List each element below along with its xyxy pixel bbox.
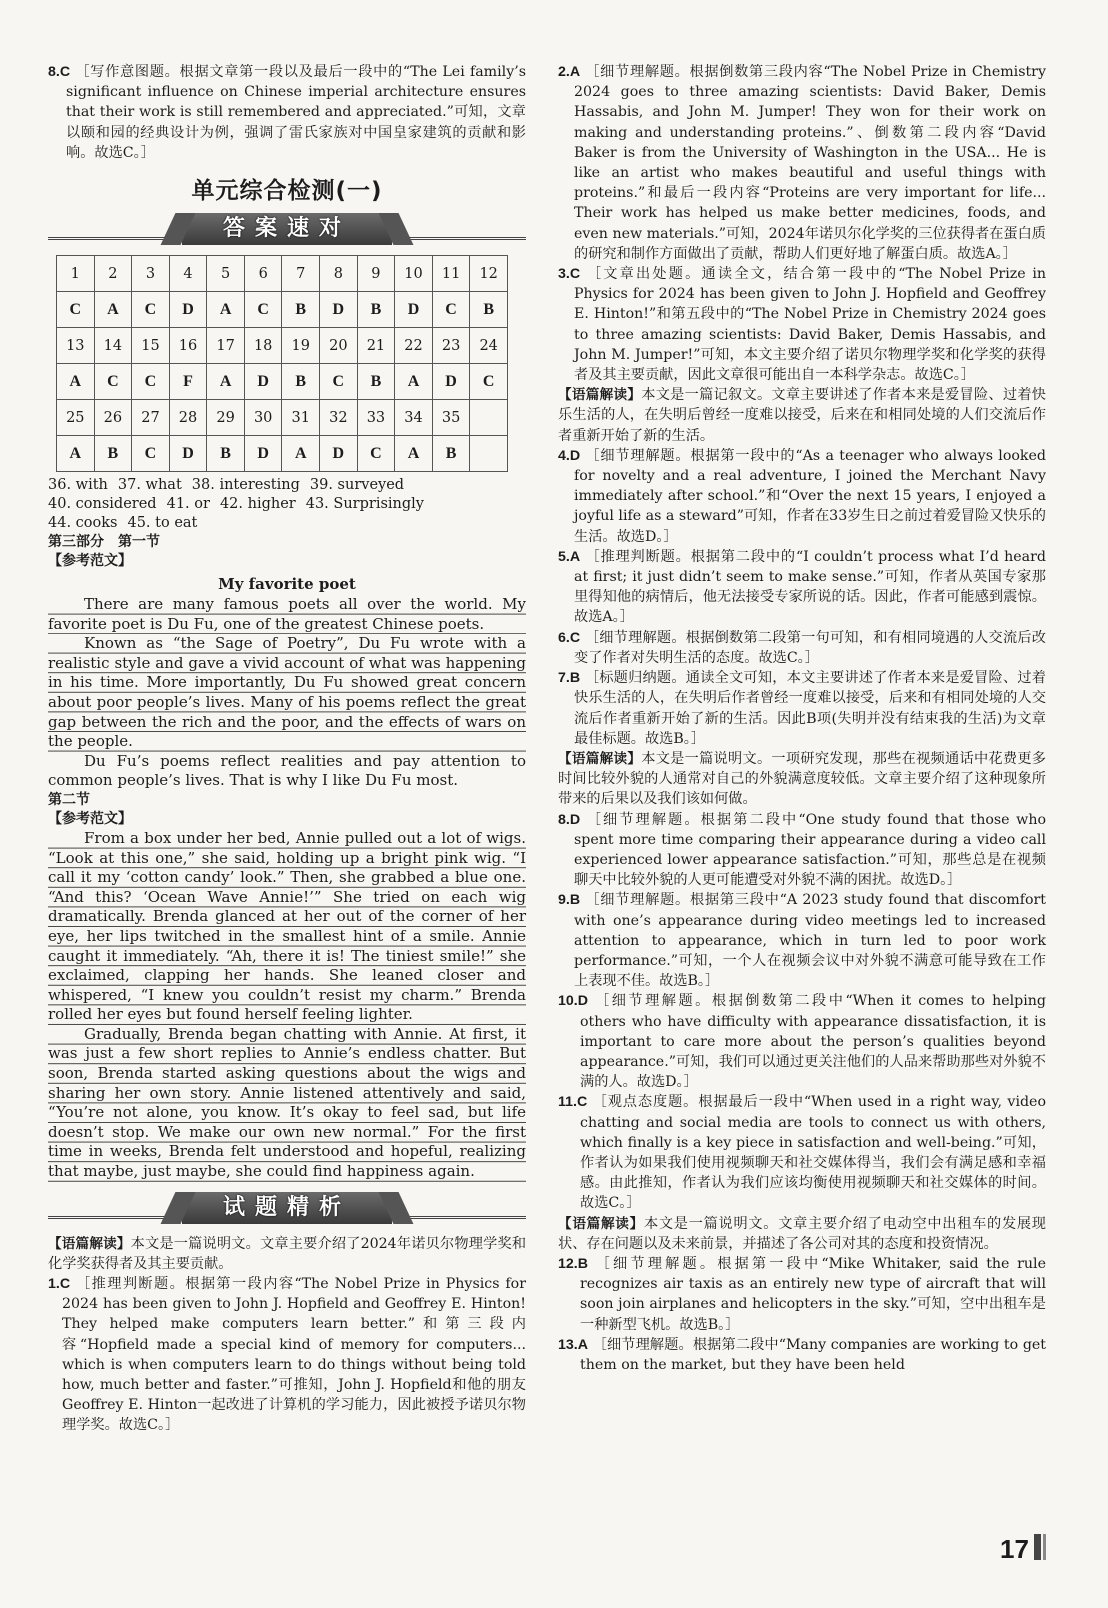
table-cell: C [244, 292, 282, 328]
table-cell: 16 [169, 328, 207, 364]
table-cell: 6 [244, 256, 282, 292]
answer-item: 11.C ［观点态度题。根据最后一段中“When used in a right way, video chatting and social media are tools to connect us with others, which finally is a key piece in satisfaction and well-being.”可知，作者认为如果我们使用视频聊天和社交媒体得当，我们会有满足感和幸福感。由此推知，作者认为我们应该均衡使用视频聊天和社交媒体的时间。故选C。］ [558, 1094, 1046, 1212]
table-cell: B [470, 292, 508, 328]
essay-paragraph: From a box under her bed, Annie pulled out a lot of wigs. “Look at this one,” she said, holding up a bright pink wig. “I call it my ‘cotton candy’ look.” Then, she grabbed a blue one. “And this? ‘Ocean Wave Annie!’” She tried on each wig dramatically. Brenda glanced at her out of the corner of her eye, her lips twitched in the smallest hint of a smile. Annie caught it immediately. “Ah, there it is! The tiniest smile!” she exclaimed, clapping her hands. She leaned closer and whispered, “I knew you couldn’t resist my charm.” Brenda rolled her eyes but found herself feeling lighter. [48, 828, 526, 1024]
table-cell: 1 [57, 256, 95, 292]
table-cell: 7 [282, 256, 320, 292]
fill-row [48, 514, 526, 533]
table-cell: A [282, 436, 320, 472]
essay-paragraph: Known as “the Sage of Poetry”, Du Fu wrote with a realistic style and gave a vivid account of what was happening in his time. More importantly, Du Fu showed great concern about poor people’s lives. Many of his poems reflect the great gap between the rich and the poor, and the effects of wars on the people. [48, 634, 526, 751]
table-cell: B [207, 436, 245, 472]
banner-label: 试题精析 [182, 1192, 392, 1224]
table-cell: 4 [169, 256, 207, 292]
question-number-row [57, 256, 508, 292]
table-cell [470, 400, 508, 436]
banner-label: 答案速对 [182, 213, 392, 245]
answer-item: 5.A ［推理判断题。根据第二段中的“I couldn’t process what I’d heard at first; it just didn’t seem to make sense.”可知，作者从英国专家那里得知他的病情后，他无法接受专家所说的话。因此，作者可能感到震惊。故选A。］ [558, 548, 1046, 626]
table-cell: B [432, 436, 470, 472]
reading-note: 【语篇解读】本文是一篇记叙文。文章主要讲述了作者本来是爱冒险、过着快乐生活的人，在失明后曾经一度难以接受，后来在和相同处境的人们交流后作者重新开始了新的生活。 [558, 387, 1046, 444]
table-cell: 30 [244, 400, 282, 436]
reference-label: 【参考范文】 [48, 553, 132, 570]
table-cell: B [94, 436, 132, 472]
fill-answer: 41. or [166, 496, 210, 513]
right-column [558, 62, 1046, 1375]
table-cell: 22 [395, 328, 433, 364]
table-cell: C [470, 364, 508, 400]
question-number-row [57, 328, 508, 364]
table-cell: B [282, 364, 320, 400]
unit-title: 单元综合检测(一) [191, 178, 383, 205]
reading-note: 【语篇解读】本文是一篇说明文。一项研究发现，那些在视频通话中花费更多时间比较外貌的人通常对自己的外貌满意度较低。文章主要介绍了这种现象所带来的后果以及我们该如何做。 [558, 750, 1046, 808]
answer-item: 12.B ［细节理解题。根据第一段中“Mike Whitaker, said the rule recognizes air taxis as an entirely new type of aircraft that will soon join airplanes and helicopters in the sky.”可知，空中出租车是一种新型飞机。故选B。］ [558, 1255, 1046, 1333]
table-cell: 18 [244, 328, 282, 364]
answer-item: 13.A ［细节理解题。根据第二段中“Many companies are working to get them on the market, but they have been held [558, 1336, 1046, 1373]
table-cell: 19 [282, 328, 320, 364]
analysis-banner [48, 1192, 526, 1226]
table-cell: C [357, 436, 395, 472]
answer-item: 2.A ［细节理解题。根据倒数第三段内容“The Nobel Prize in Chemistry 2024 goes to three amazing scientists: David Baker, Demis Hassabis, and John M. Jumper! They won for their work on making and understanding proteins.”、倒数第二段内容“David Baker is from the University of Washington in the USA... He is like an artist who makes beautiful and useful things with proteins.”和最后一段内容“Proteins are very important for life... Their work has helped us make better medicines, foods, and even new materials.”可知，2024年诺贝尔化学奖的三位获得者在蛋白质的研究和制作方面做出了贡献，帮助人们更好地了解蛋白质。故选A。］ [558, 64, 1046, 262]
question-number-row [57, 400, 508, 436]
answer-item: 6.C ［细节理解题。根据倒数第二段第一句可知，和有相同境遇的人交流后改变了作者对失明生活的态度。故选C。］ [558, 629, 1046, 666]
fill-answer: 42. higher [219, 496, 296, 513]
essay-2 [48, 829, 526, 1182]
table-cell: D [244, 364, 282, 400]
answer-item: 8.C ［写作意图题。根据文章第一段以及最后一段中的“The Lei family’s significant influence on Chinese imperial architecture ensures that their work is still remembered and appreciated.”可知，文章以颐和园的经典设计为例，强调了雷氏家族对中国皇家建筑的贡献和影响。故选C。］ [48, 64, 526, 161]
table-cell: 11 [432, 256, 470, 292]
table-cell: F [169, 364, 207, 400]
table-cell: D [320, 292, 358, 328]
section-heading: 第三部分 第一节 [48, 534, 160, 551]
table-cell: 31 [282, 400, 320, 436]
table-cell: 25 [57, 400, 95, 436]
table-cell: 32 [320, 400, 358, 436]
left-column [48, 62, 526, 1436]
page-marker [1043, 1534, 1046, 1560]
table-cell: 15 [132, 328, 170, 364]
table-cell: 27 [132, 400, 170, 436]
answer-letter-row [57, 292, 508, 328]
table-cell: C [432, 292, 470, 328]
fill-answer: 39. surveyed [309, 477, 405, 494]
table-cell: A [395, 436, 433, 472]
table-cell: 33 [357, 400, 395, 436]
table-cell: D [244, 436, 282, 472]
table-cell: 21 [357, 328, 395, 364]
table-cell: 34 [395, 400, 433, 436]
table-cell: 3 [132, 256, 170, 292]
table-cell: C [94, 364, 132, 400]
table-cell: 28 [169, 400, 207, 436]
table-cell: C [132, 436, 170, 472]
fill-row [48, 495, 526, 514]
reading-note: 【语篇解读】本文是一篇说明文。文章主要介绍了电动空中出租车的发展现状、存在问题以及未来前景，并描述了各公司对其的态度和投资情况。 [558, 1215, 1046, 1252]
answer-letter-row [57, 436, 508, 472]
fill-answer: 45. to eat [127, 515, 198, 532]
table-cell: B [357, 292, 395, 328]
table-cell [470, 436, 508, 472]
answer-letter-row [57, 364, 508, 400]
table-cell: 20 [320, 328, 358, 364]
table-cell: 23 [432, 328, 470, 364]
table-cell: C [132, 364, 170, 400]
essay-paragraph: Gradually, Brenda began chatting with Annie. At first, it was just a few short replies to Annie’s endless chatter. But soon, Brenda started asking questions about the wigs and sharing her own story. Annie listened attentively and said, “You’re not alone, you know. It’s okay to feel sad, but life doesn’t stop. We make our own new normal.” For the first time in weeks, Brenda felt understood and hopeful, realizing that maybe, just maybe, she could find happiness again. [48, 1024, 526, 1181]
table-cell: C [132, 292, 170, 328]
table-cell: 2 [94, 256, 132, 292]
page-marker [1034, 1534, 1041, 1560]
essay-paragraph: There are many famous poets all over the world. My favorite poet is Du Fu, one of the greatest Chinese poets. [48, 595, 526, 633]
page-number: 17 [1000, 1534, 1029, 1564]
table-cell: D [432, 364, 470, 400]
table-cell: D [169, 436, 207, 472]
table-cell: D [395, 292, 433, 328]
answer-key-table [56, 255, 508, 472]
table-cell: B [357, 364, 395, 400]
table-cell: A [57, 436, 95, 472]
table-cell: 5 [207, 256, 245, 292]
fill-answer: 38. interesting [191, 477, 300, 494]
fill-answer: 36. with [48, 477, 108, 494]
table-cell: 10 [395, 256, 433, 292]
table-cell: 35 [432, 400, 470, 436]
fill-answer: 40. considered [48, 496, 157, 513]
essay-paragraph: Du Fu’s poems reflect realities and pay attention to common people’s lives. That is why I like Du Fu most. [48, 751, 526, 790]
table-cell: D [169, 292, 207, 328]
reading-note: 【语篇解读】本文是一篇说明文。文章主要介绍了2024年诺贝尔物理学奖和化学奖获得者及其主要贡献。 [48, 1235, 527, 1272]
answer-item: 3.C ［文章出处题。通读全文，结合第一段中的“The Nobel Prize in Physics for 2024 has been given to John J. Hopfield and Geoffrey E. Hinton!”和第五段中的“The Nobel Prize in Chemistry 2024 goes to three amazing scientists: David Baker, Demis Hassabis, and John M. Jumper!”可知，本文主要介绍了诺贝尔物理学奖和化学奖的获得者及其主要贡献，因此文章很可能出自一本科学杂志。故选C。］ [558, 266, 1046, 384]
section-heading: 第二节 [48, 791, 90, 808]
fill-answer: 43. Surprisingly [305, 496, 424, 513]
table-cell: 17 [207, 328, 245, 364]
table-cell: C [57, 292, 95, 328]
table-cell: 9 [357, 256, 395, 292]
answer-item: 1.C ［推理判断题。根据第一段内容“The Nobel Prize in Physics for 2024 has been given to John J. Hopfield and Geoffrey E. Hinton! They helped make computers learn better.”和第三段内容“Hopfield made a special kind of memory for computers... which is when computers learn to do things without being told how, much better and faster.”可推知，John J. Hopfield和他的朋友Geoffrey E. Hinton一起改进了计算机的学习能力，因此被授予诺贝尔物理学奖。故选C。］ [48, 1276, 526, 1434]
table-cell: 8 [320, 256, 358, 292]
essay-title: My favorite poet [218, 575, 356, 594]
fill-answer: 44. cooks [48, 515, 118, 532]
table-cell: 24 [470, 328, 508, 364]
table-cell: 12 [470, 256, 508, 292]
table-cell: A [57, 364, 95, 400]
fill-row [48, 476, 526, 495]
table-cell: 26 [94, 400, 132, 436]
table-cell: 14 [94, 328, 132, 364]
answer-item: 7.B ［标题归纳题。通读全文可知，本文主要讲述了作者本来是爱冒险、过着快乐生活的人，在失明后作者曾经一度难以接受，后来和有相同处境的人交流后作者重新开始了新的生活。因此B项(失明并没有结束我的生活)为文章最佳标题。故选B。］ [558, 670, 1046, 747]
table-cell: D [320, 436, 358, 472]
table-cell: C [320, 364, 358, 400]
table-cell: A [94, 292, 132, 328]
table-cell: A [207, 292, 245, 328]
answer-item: 4.D ［细节理解题。根据第一段中的“As a teenager who always looked for novelty and a real adventure, I joined the Merchant Navy immediately after school.”和“Over the next 15 years, I enjoyed a joyful life as a steward”可知，作者在33岁生日之前过着爱冒险又快乐的生活。故选D。］ [558, 447, 1046, 545]
answers-banner [48, 213, 526, 247]
answer-item: 10.D ［细节理解题。根据倒数第二段中“When it comes to helping others who have difficulty with appearance dissatisfaction, it is important to care more about the person’s qualities beyond appearance.”可知，我们可以通过更关注他们的人品来帮助那些对外貌不满的人。故选D。］ [558, 993, 1047, 1091]
reference-label: 【参考范文】 [48, 810, 132, 827]
table-cell: 13 [57, 328, 95, 364]
fill-answer: 37. what [117, 477, 182, 494]
essay-1 [48, 595, 526, 791]
table-cell: B [282, 292, 320, 328]
answer-item: 9.B ［细节理解题。根据第三段中“A 2023 study found that discomfort with one’s appearance during video meetings led to increased attention to appearance, which in turn led to poor work performance.”可知，一个人在视频会议中对外貌不满意可能导致在工作上表现不佳。故选B。］ [558, 892, 1046, 990]
table-cell: A [207, 364, 245, 400]
table-cell: A [395, 364, 433, 400]
answer-item: 8.D ［细节理解题。根据第二段中“One study found that those who spent more time comparing their appearance during a video call experienced lower appearance satisfaction.”可知，那些总是在视频聊天中比较外貌的人更可能遭受对外貌不满的困扰。故选D。］ [558, 811, 1046, 889]
table-cell: 29 [207, 400, 245, 436]
